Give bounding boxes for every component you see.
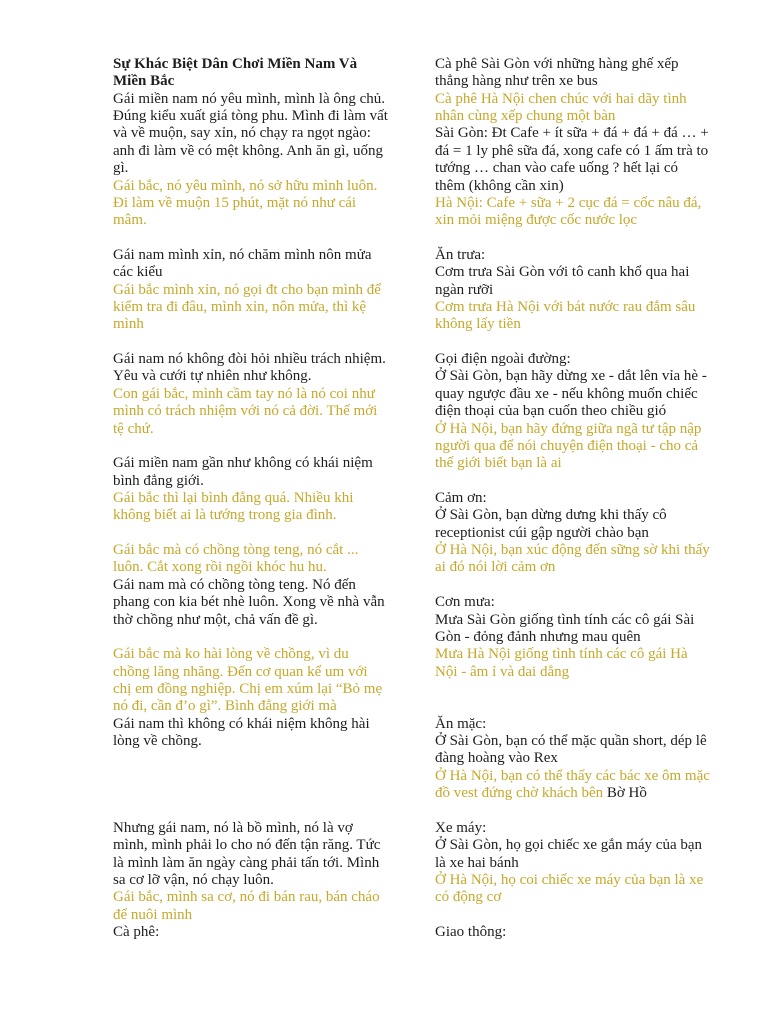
text-line: để nuôi mình xyxy=(113,906,193,923)
north-paragraph xyxy=(435,421,735,473)
text-line: bình đẳng giới. xyxy=(113,472,204,489)
text-line: và về muộn, say xỉn, nó chạy ra ngọt ngào: xyxy=(113,125,371,142)
text-line: Gái miền nam gần như không có khái niệm xyxy=(113,455,373,472)
text-line: gì. xyxy=(113,160,129,177)
south-paragraph xyxy=(113,91,413,178)
section-heading: Cà phê: xyxy=(113,923,160,940)
text-line: Gái nam thì không có khái niệm không hài xyxy=(113,715,370,732)
south-paragraph xyxy=(435,56,735,91)
text-line: phang con kia bét nhè luôn. Xong về nhà vẫn xyxy=(113,594,385,611)
text-line: Mưa Hà Nội giống tình tính các cô gái Hà xyxy=(435,646,688,663)
text-line: nhân cùng xếp chung một bàn xyxy=(435,108,616,125)
section-heading: Cảm ơn: xyxy=(435,489,487,506)
north-paragraph xyxy=(435,646,735,681)
text-line: Gái nam mà có chồng tòng teng. Nó đến xyxy=(113,576,356,593)
text-line: người qua để nói chuyện điện thoại - cho cả xyxy=(435,437,699,454)
south-paragraph xyxy=(435,594,735,646)
north-paragraph xyxy=(113,490,413,525)
section-heading: Ăn mặc: xyxy=(435,715,487,732)
text-line: Cơm trưa Sài Gòn với tô canh khổ qua hai xyxy=(435,264,690,281)
text-line-mixed xyxy=(435,785,735,802)
text-line: Nhưng gái nam, nó là bồ mình, nó là vợ xyxy=(113,819,353,836)
text-line: Cơm trưa Hà Nội với bát nước rau đắm sâu xyxy=(435,299,696,316)
text-segment-dark: Bờ Hồ xyxy=(606,785,647,802)
text-line: receptionist cúi gập người chào bạn xyxy=(435,524,649,541)
section-heading: Ăn trưa: xyxy=(435,246,486,263)
section-block xyxy=(435,924,735,941)
text-line: thẳng hàng như trên xe bus xyxy=(435,73,598,90)
south-paragraph xyxy=(113,577,413,629)
south-paragraph xyxy=(113,351,413,386)
north-paragraph xyxy=(435,872,735,907)
text-line: là xe hai bánh xyxy=(435,854,519,871)
text-line: anh đi làm về có mệt không. Anh ăn gì, uống xyxy=(113,142,383,159)
text-line: Con gái bắc, mình cầm tay nó là nó coi như xyxy=(113,385,375,402)
text-line: chị em đồng nghiệp. Chị em xúm lại “Bỏ mẹ xyxy=(113,680,383,697)
text-line: thêm (không cần xin) xyxy=(435,177,564,194)
left-column xyxy=(113,56,413,941)
text-line: Gái bắc thì lại bình đẳng quá. Nhiều khi xyxy=(113,489,354,506)
text-line: là mình làm ăn ngày càng phải tấn tới. Mình xyxy=(113,854,380,871)
text-line: Ở Hà Nội, bạn hãy đứng giữa ngã tư tập nập xyxy=(435,420,702,437)
text-line: mình xyxy=(113,316,144,333)
text-line: mình có trách nhiệm với nó cả đời. Thế mới xyxy=(113,403,378,420)
text-line: Ở Sài Gòn, bạn dừng dưng khi thấy cô xyxy=(435,507,667,524)
text-line: không lấy tiền xyxy=(435,316,521,333)
text-line: Ở Sài Gòn, bạn hãy dừng xe - dắt lên vỉa hè - xyxy=(435,368,707,385)
text-line: Cà phê Sài Gòn với những hàng ghế xếp xyxy=(435,56,679,72)
text-line: Hà Nội: Cafe + sữa + 2 cục đá = cốc nâu đá, xyxy=(435,194,702,211)
south-paragraph xyxy=(435,490,735,542)
north-paragraph xyxy=(435,299,735,334)
text-line: chồng lăng nhăng. Đến cơ quan kể um với xyxy=(113,663,368,680)
south-paragraph xyxy=(435,716,735,768)
text-line: Gái bắc mà ko hài lòng về chồng, vì du xyxy=(113,646,349,663)
text-line: Sài Gòn: Đt Cafe + ít sữa + đá + đá + đá … + xyxy=(435,125,709,142)
text-line: Gái bắc mà có chồng tòng teng, nó cắt ... xyxy=(113,542,359,559)
text-segment: đồ vest đứng chờ khách bên xyxy=(435,785,604,802)
section-heading: Cơn mưa: xyxy=(435,594,495,611)
south-paragraph xyxy=(435,247,735,299)
text-line: không biết ai là tướng trong gia đình. xyxy=(113,507,337,524)
north-paragraph xyxy=(113,178,413,230)
text-line: đá = 1 ly phê sữa đá, xong cafe có 1 ấm trà to xyxy=(435,142,709,159)
text-line: Gái bắc mình xỉn, nó gọi đt cho bạn mình để xyxy=(113,281,381,298)
text-line: Yêu và cưới tự nhiên như không. xyxy=(113,368,312,385)
section-heading: Gọi điện ngoài đường: xyxy=(435,351,571,368)
text-line: Gái miền nam nó yêu mình, mình là ông chủ. xyxy=(113,90,386,107)
text-line: Ở Hà Nội, bạn có thể thấy các bác xe ôm mặc xyxy=(435,767,710,784)
north-paragraph xyxy=(435,542,735,577)
text-line: ngàn rưỡi xyxy=(435,281,494,298)
north-paragraph xyxy=(113,889,413,924)
text-line: mình, mình phải lo cho nó đến tận răng. Tức xyxy=(113,837,381,854)
south-paragraph xyxy=(113,716,413,751)
text-line: mâm. xyxy=(113,212,147,229)
text-line: lòng về chồng. xyxy=(113,733,202,750)
north-paragraph xyxy=(113,646,413,715)
text-line: kiểm tra đi đâu, mình xỉn, nôn mửa, thì kệ xyxy=(113,299,367,316)
right-column xyxy=(435,56,735,941)
text-line: Mưa Sài Gòn giống tình tính các cô gái Sài xyxy=(435,611,695,628)
text-line: Ở Sài Gòn, họ gọi chiếc xe gắn máy của bạn xyxy=(435,837,703,854)
section-block xyxy=(113,924,413,941)
title-line: Sự Khác Biệt Dân Chơi Miền Nam Và xyxy=(113,56,358,72)
text-line: thờ chồng như một, chả vấn đề gì. xyxy=(113,611,318,628)
north-paragraph xyxy=(435,768,735,803)
text-line: điện thoại của bạn cuốn theo chiều gió xyxy=(435,403,667,420)
section-heading: Giao thông: xyxy=(435,923,507,940)
text-line: nó đi, cần đ’o gì”. Bình đẳng giới mà xyxy=(113,698,337,715)
north-paragraph xyxy=(435,195,735,230)
text-line: Ở Sài Gòn, bạn có thể mặc quần short, dép lê xyxy=(435,733,707,750)
south-paragraph xyxy=(113,820,413,889)
south-paragraph xyxy=(435,351,735,420)
text-line: luôn. Cắt xong rồi ngồi khóc hu hu. xyxy=(113,559,327,576)
text-line: Gái bắc, nó yêu mình, nó sở hữu mình luôn. xyxy=(113,177,378,194)
document-title xyxy=(113,56,413,91)
text-line: đàng hoàng vào Rex xyxy=(435,750,558,767)
text-line: Gái nam nó không đòi hỏi nhiều trách nhiệm. xyxy=(113,351,386,368)
text-line: Ở Hà Nội, họ coi chiếc xe máy của bạn là xe xyxy=(435,871,704,888)
text-line: có động cơ xyxy=(435,889,502,906)
south-paragraph xyxy=(435,125,735,194)
north-paragraph xyxy=(113,386,413,438)
title-line: Miền Bắc xyxy=(113,73,175,90)
text-line: ai đó nói lời cảm ơn xyxy=(435,559,556,576)
north-paragraph xyxy=(113,542,413,577)
text-line: thế giới biết bạn là ai xyxy=(435,455,562,472)
text-line: Đi làm về muộn 15 phút, mặt nó như cái xyxy=(113,194,357,211)
text-line: tướng … chan vào cafe uống ? hết lại có xyxy=(435,160,679,177)
text-line: tệ chứ. xyxy=(113,420,154,437)
text-line: quay ngược đầu xe - nếu không muốn chiếc xyxy=(435,385,698,402)
text-line: xin mỏi miệng được cốc nước lọc xyxy=(435,212,638,229)
north-paragraph xyxy=(435,91,735,126)
south-paragraph xyxy=(435,820,735,872)
text-line: Gái bắc, mình sa cơ, nó đi bán rau, bán cháo xyxy=(113,889,380,906)
text-line: sa cơ lỡ vận, nó chạy luôn. xyxy=(113,871,274,888)
text-line: Ở Hà Nội, bạn xúc động đến sững sờ khi thấy xyxy=(435,542,710,559)
text-line: Gòn - đỏng đảnh nhưng mau quên xyxy=(435,628,641,645)
south-paragraph xyxy=(113,247,413,282)
text-line: Cà phê Hà Nội chen chúc với hai dãy tình xyxy=(435,90,687,107)
text-line: Đúng kiểu xuất giá tòng phu. Mình đi làm vất xyxy=(113,108,388,125)
text-line: Nội - âm ỉ và dai dẳng xyxy=(435,663,570,680)
text-line: Gái nam mình xỉn, nó chăm mình nôn mửa xyxy=(113,246,372,263)
south-paragraph xyxy=(113,455,413,490)
text-line: các kiểu xyxy=(113,264,163,281)
section-heading: Xe máy: xyxy=(435,819,487,836)
north-paragraph xyxy=(113,282,413,334)
